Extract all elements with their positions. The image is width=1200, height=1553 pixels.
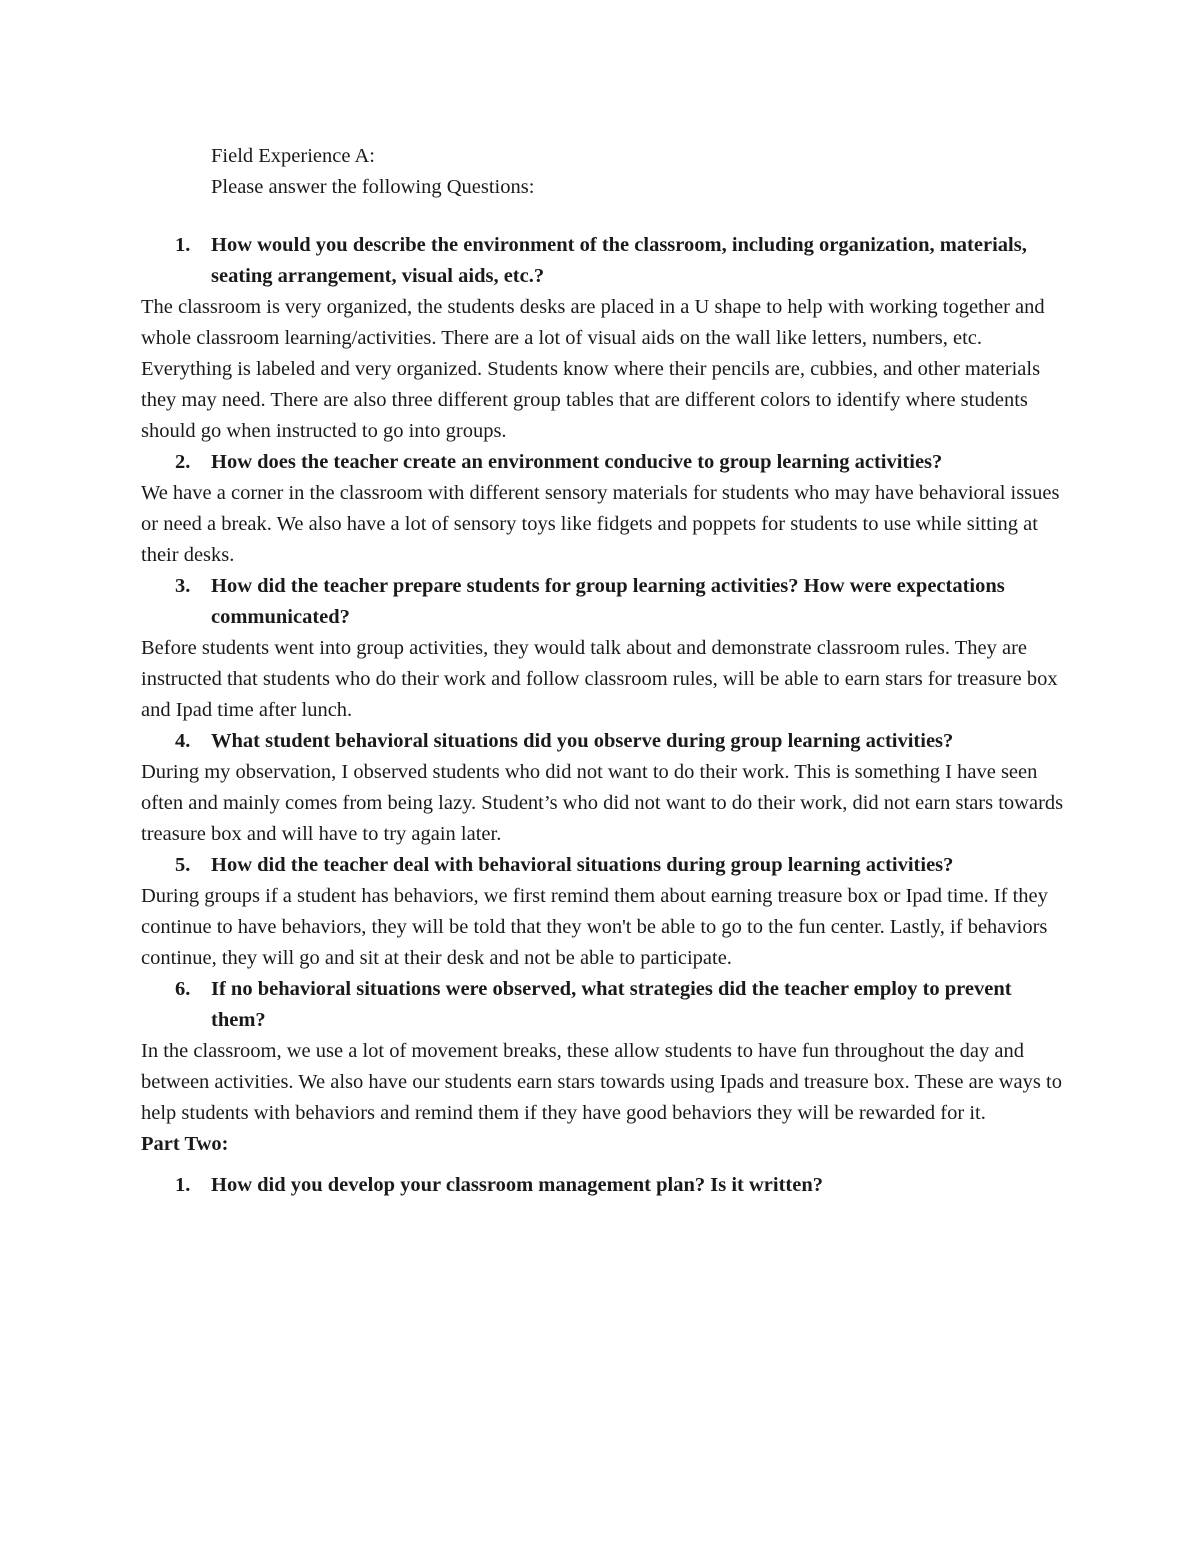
question-block-6	[141, 974, 1066, 1129]
question-number: 6.	[175, 978, 191, 1000]
document-instructions: Please answer the following Questions:	[211, 176, 535, 198]
question-number: 2.	[175, 451, 191, 473]
answer-2: We have a corner in the classroom with different sensory materials for students who may have behavioral issues or need a break. We also have a lot of sensory toys like fidgets and poppets for students to use while sitting at their desks.	[141, 482, 1060, 566]
question-text: If no behavioral situations were observed, what strategies did the teacher employ to prevent them?	[211, 978, 1012, 1031]
question-number: 4.	[175, 730, 191, 752]
question-1	[141, 230, 1066, 292]
question-number: 1.	[175, 234, 191, 256]
question-text: How did you develop your classroom management plan? Is it written?	[211, 1174, 823, 1196]
answer-4: During my observation, I observed students who did not want to do their work. This is something I have seen often and mainly comes from being lazy. Student’s who did not want to do their work, did not earn stars towards treasure box and will have to try again later.	[141, 761, 1064, 845]
question-3	[141, 571, 1066, 633]
question-5	[141, 850, 1066, 881]
answer-6: In the classroom, we use a lot of movement breaks, these allow students to have fun throughout the day and between activities. We also have our students earn stars towards using Ipads and treasure box. These are ways to help students with behaviors and remind them if they have good behaviors they will be rewarded for it.	[141, 1040, 1062, 1124]
part-two-question-1	[141, 1170, 1066, 1201]
question-number: 3.	[175, 575, 191, 597]
answer-1: The classroom is very organized, the students desks are placed in a U shape to help with working together and whole classroom learning/activities. There are a lot of visual aids on the wall like letters, numbers, etc. Everything is labeled and very organized. Students know where their pencils are, cubbies, and other materials they may need. There are also three different group tables that are different colors to identify where students should go when instructed to go into groups.	[141, 296, 1045, 442]
part-two-heading: Part Two:	[141, 1133, 229, 1155]
question-block-4	[141, 726, 1066, 850]
question-2	[141, 447, 1066, 478]
spacer	[141, 1160, 1066, 1170]
question-block-5	[141, 850, 1066, 974]
document-title: Field Experience A:	[211, 145, 375, 167]
question-6	[141, 974, 1066, 1036]
question-block-3	[141, 571, 1066, 726]
question-text: How did the teacher deal with behavioral situations during group learning activities?	[211, 854, 954, 876]
question-4	[141, 726, 1066, 757]
question-text: How would you describe the environment of the classroom, including organization, materials, seating arrangement, visual aids, etc.?	[211, 234, 1027, 287]
question-text: How does the teacher create an environment conducive to group learning activities?	[211, 451, 943, 473]
blank-line	[141, 203, 1066, 230]
answer-3: Before students went into group activities, they would talk about and demonstrate classroom rules. They are instructed that students who do their work and follow classroom rules, will be able to earn stars for treasure box and Ipad time after lunch.	[141, 637, 1058, 721]
question-text: What student behavioral situations did you observe during group learning activities?	[211, 730, 954, 752]
question-number: 1.	[175, 1174, 191, 1196]
question-text: How did the teacher prepare students for group learning activities? How were expectations communicated?	[211, 575, 1005, 628]
question-block-1	[141, 230, 1066, 447]
question-number: 5.	[175, 854, 191, 876]
answer-5: During groups if a student has behaviors, we first remind them about earning treasure box or Ipad time. If they continue to have behaviors, they will be told that they won't be able to go to the fun center. Lastly, if behaviors continue, they will go and sit at their desk and not be able to participate.	[141, 885, 1048, 969]
question-block-2	[141, 447, 1066, 571]
document-body	[141, 141, 1066, 1201]
part-two-question-block-1	[141, 1170, 1066, 1201]
